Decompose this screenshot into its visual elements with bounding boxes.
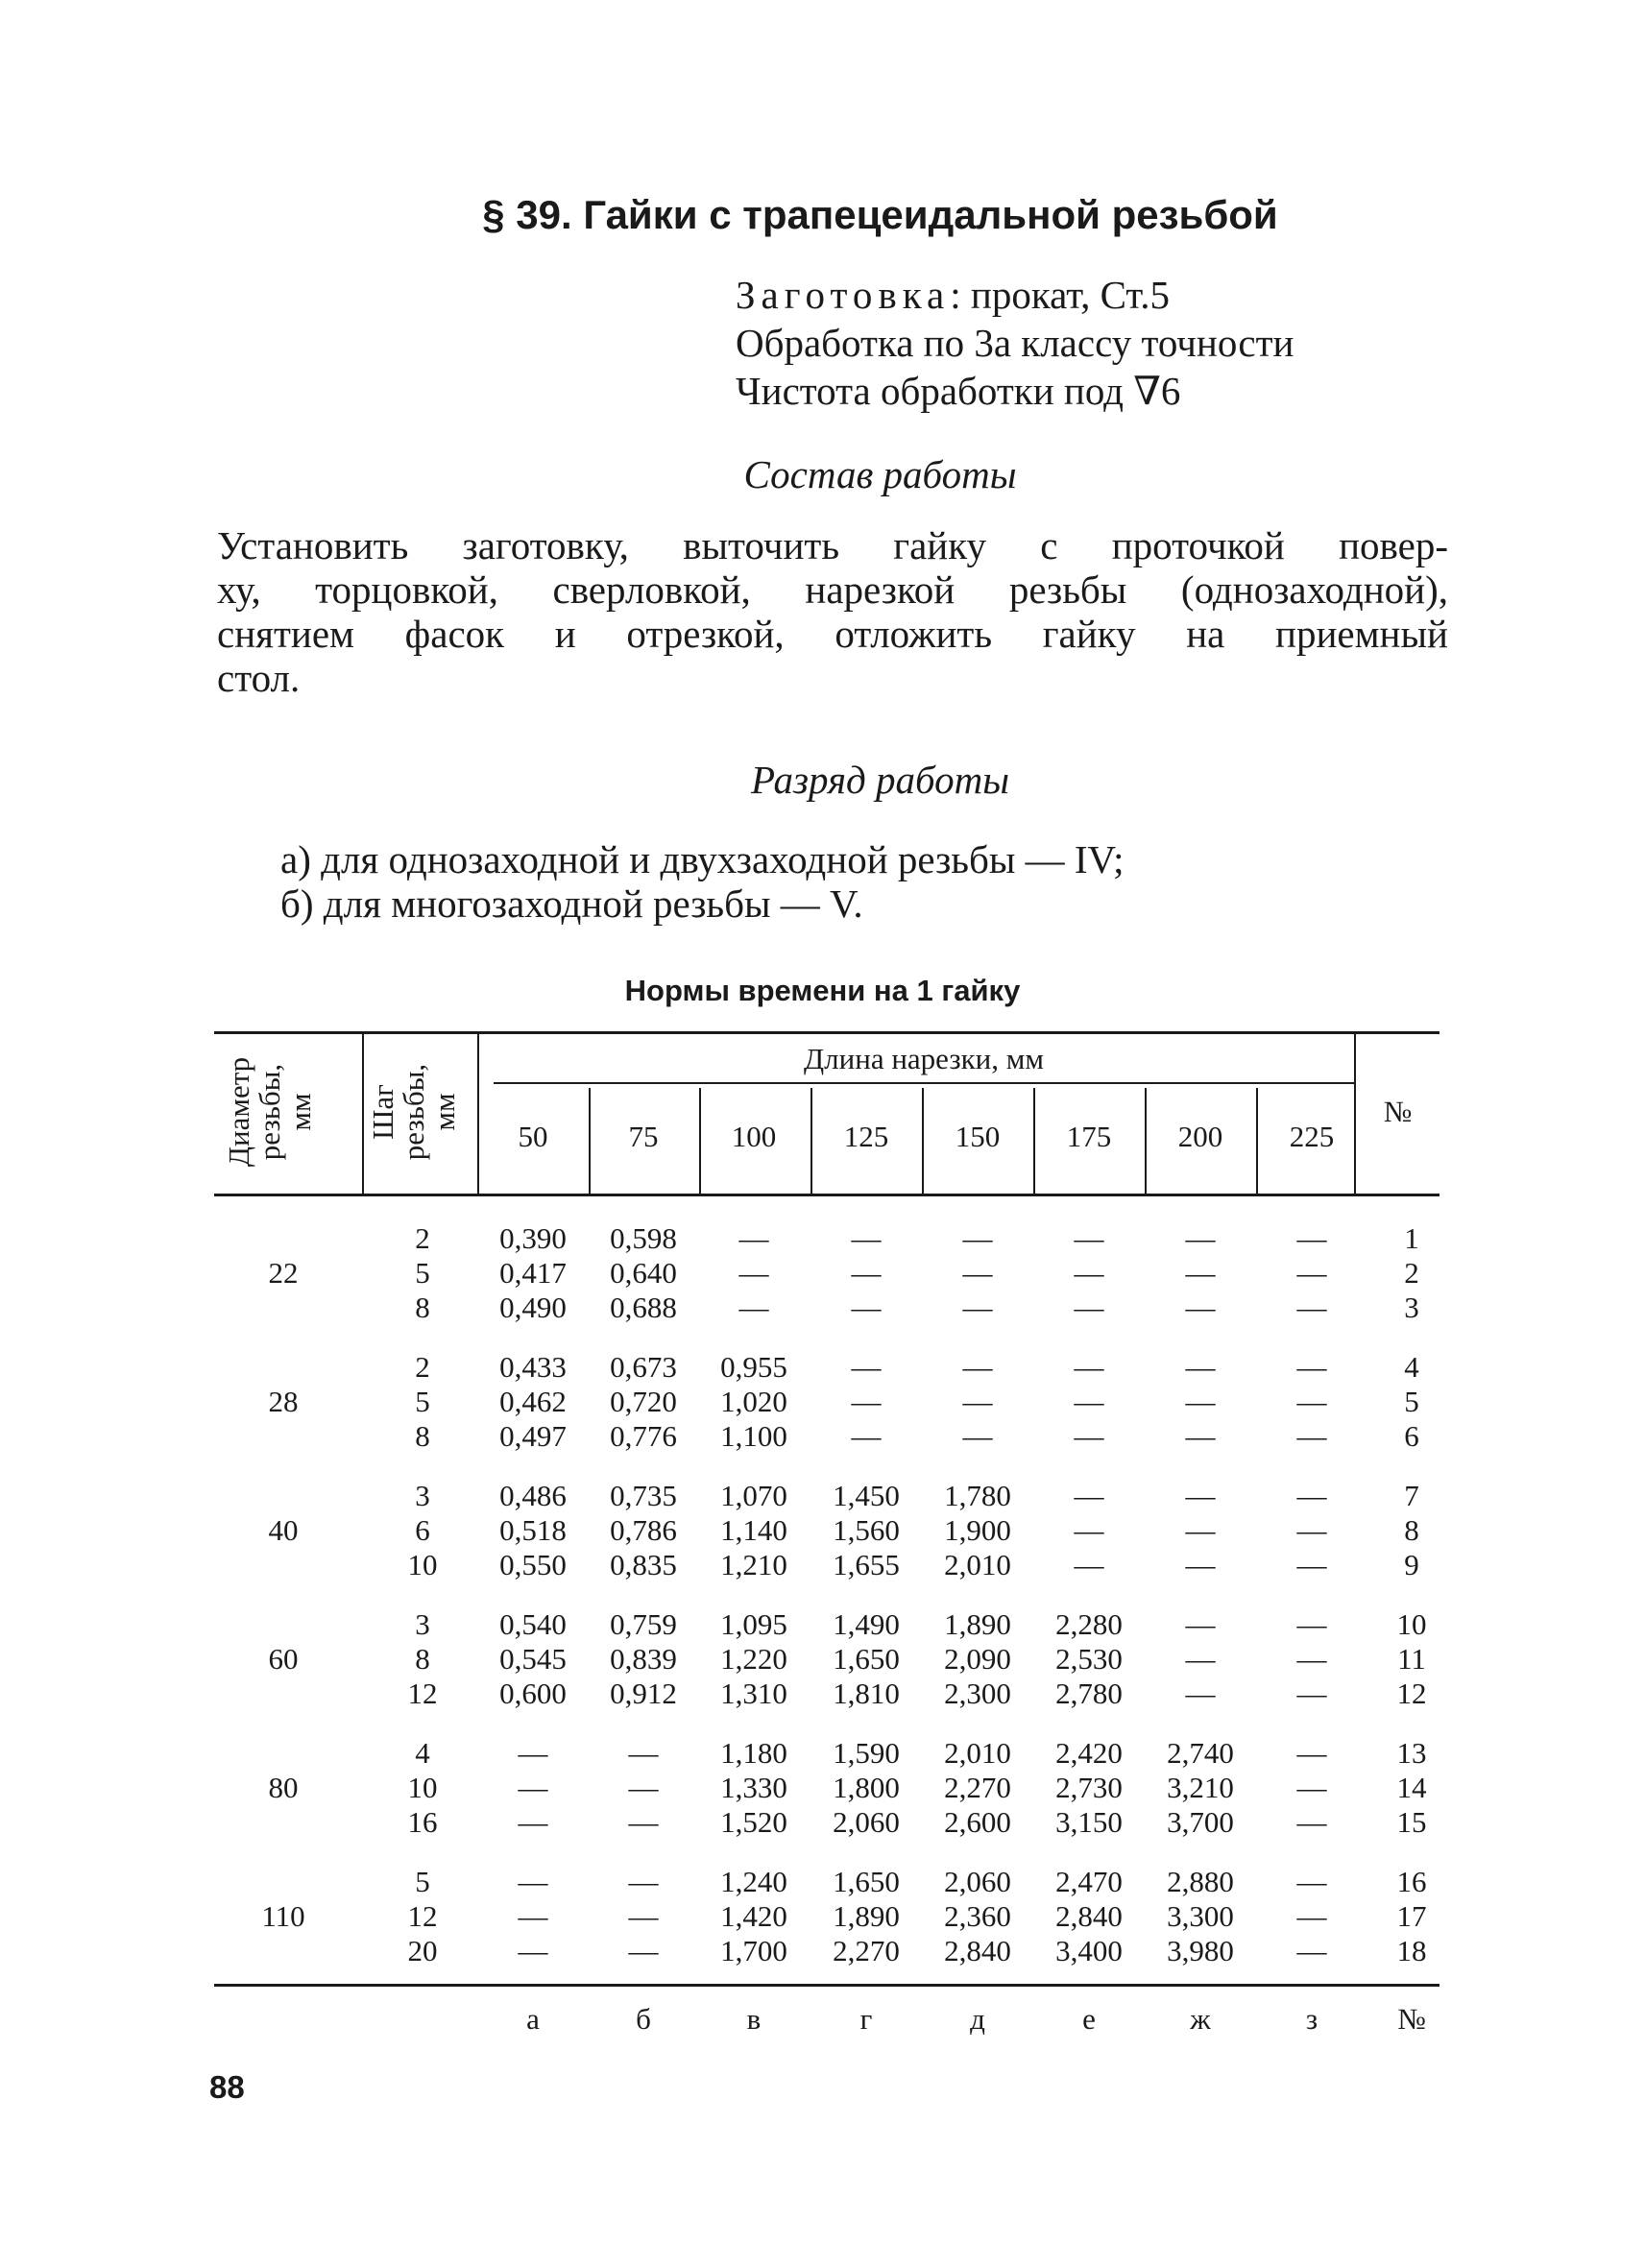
length-header-cell: 75 [628, 1120, 659, 1153]
row-number-cell: 18 [1396, 1934, 1427, 1967]
time-norm-cell: 1,890 [944, 1607, 1011, 1641]
row-number-cell: 7 [1404, 1479, 1419, 1512]
time-norm-cell: — [518, 1771, 548, 1804]
column-letter: д [970, 2002, 985, 2036]
pitch-cell: 6 [415, 1513, 430, 1547]
header-bottom-rule [214, 1194, 1439, 1196]
time-norm-cell: 2,730 [1055, 1771, 1123, 1804]
time-norm-cell: — [1185, 1221, 1216, 1255]
length-header-cell: 225 [1289, 1120, 1335, 1153]
time-norm-cell: — [518, 1736, 548, 1770]
time-norm-cell: 2,470 [1055, 1865, 1123, 1898]
row-number-cell: 6 [1404, 1419, 1419, 1453]
time-norm-cell: — [1074, 1256, 1104, 1290]
time-norm-cell: 0,550 [499, 1548, 567, 1581]
row-number-cell: 12 [1396, 1677, 1427, 1710]
pitch-header-line: Шаг [366, 1084, 399, 1140]
work-composition-text [217, 523, 1448, 700]
pitch-cell: 16 [407, 1805, 438, 1839]
pitch-cell: 12 [407, 1899, 438, 1933]
header-divider [477, 1034, 479, 1194]
time-norm-cell: — [1296, 1385, 1327, 1418]
time-norm-cell: — [628, 1805, 659, 1839]
length-header-cell: 100 [731, 1120, 777, 1153]
diameter-cell: 80 [268, 1771, 299, 1804]
time-norm-cell: 0,776 [610, 1419, 677, 1453]
time-norm-cell: — [1074, 1291, 1104, 1324]
time-norm-cell: 0,540 [499, 1607, 567, 1641]
header-divider [362, 1034, 364, 1194]
time-norm-cell: 0,598 [610, 1221, 677, 1255]
work-category-item: а) для однозаходной и двухзаходной резьбы — IV; [280, 837, 1125, 881]
time-norm-cell: 2,840 [944, 1934, 1011, 1967]
pitch-cell: 8 [415, 1642, 430, 1676]
time-norm-cell: — [1296, 1256, 1327, 1290]
time-norm-cell: 1,330 [720, 1771, 787, 1804]
time-norm-cell: — [1296, 1865, 1327, 1898]
column-letter: е [1082, 2002, 1096, 2036]
time-norm-cell: — [851, 1385, 882, 1418]
time-norm-cell: 2,300 [944, 1677, 1011, 1710]
time-norm-cell: — [628, 1736, 659, 1770]
time-norm-cell: — [1185, 1256, 1216, 1290]
time-norm-cell: 0,497 [499, 1419, 567, 1453]
time-norm-cell: — [962, 1385, 993, 1418]
time-norm-cell: — [738, 1291, 769, 1324]
pitch-cell: 5 [415, 1385, 430, 1418]
pitch-header-line: резьбы, [397, 1063, 430, 1161]
time-norm-cell: — [1074, 1221, 1104, 1255]
time-norm-cell: 2,840 [1055, 1899, 1123, 1933]
time-norm-cell: 3,700 [1167, 1805, 1234, 1839]
pitch-header [368, 1035, 472, 1189]
time-norm-cell: — [851, 1419, 882, 1453]
time-norm-cell: — [1296, 1513, 1327, 1547]
pitch-cell: 2 [415, 1350, 430, 1384]
time-norm-cell: — [1296, 1291, 1327, 1324]
time-norm-cell: — [1074, 1385, 1104, 1418]
time-norm-cell: — [1296, 1899, 1327, 1933]
time-norm-cell: 0,955 [720, 1350, 787, 1384]
diameter-header-line: Диаметр [222, 1056, 255, 1168]
time-norm-cell: 0,673 [610, 1350, 677, 1384]
column-letter: г [859, 2002, 873, 2036]
pitch-cell: 3 [415, 1479, 430, 1512]
time-norm-cell: — [1185, 1642, 1216, 1676]
time-norm-cell: 3,150 [1055, 1805, 1123, 1839]
time-norm-cell: 1,100 [720, 1419, 787, 1453]
time-norm-cell: 0,600 [499, 1677, 567, 1710]
work-composition-title: Состав работы [743, 452, 1017, 496]
time-norm-cell: 2,780 [1055, 1677, 1123, 1710]
time-norm-cell: — [1074, 1513, 1104, 1547]
row-number-cell: 4 [1404, 1350, 1419, 1384]
table-bottom-rule [214, 1984, 1439, 1987]
footer-no-label: № [1397, 2002, 1426, 2036]
time-norm-cell: 1,490 [833, 1607, 900, 1641]
time-norm-cell: 3,980 [1167, 1934, 1234, 1967]
time-norm-cell: — [1185, 1291, 1216, 1324]
pitch-cell: 8 [415, 1291, 430, 1324]
time-norm-cell: — [1296, 1934, 1327, 1967]
time-norm-cell: — [1296, 1805, 1327, 1839]
time-norm-cell: 1,810 [833, 1677, 900, 1710]
time-norm-cell: 1,650 [833, 1865, 900, 1898]
blank-spec-line-2: Обработка по 3а классу точности [736, 321, 1294, 365]
length-header-divider [1145, 1088, 1147, 1194]
time-norm-cell: 2,360 [944, 1899, 1011, 1933]
time-norm-cell: 1,520 [720, 1805, 787, 1839]
time-norm-cell: — [518, 1865, 548, 1898]
row-number-cell: 10 [1396, 1607, 1427, 1641]
time-norm-cell: 1,890 [833, 1899, 900, 1933]
pitch-header-line: мм [427, 1093, 461, 1131]
time-norm-cell: 0,433 [499, 1350, 567, 1384]
column-letter: з [1305, 2002, 1318, 2036]
time-norm-cell: 1,220 [720, 1642, 787, 1676]
time-norm-cell: — [1296, 1736, 1327, 1770]
time-norm-cell: 0,417 [499, 1256, 567, 1290]
time-norm-cell: 2,270 [833, 1934, 900, 1967]
work-category-list [280, 837, 1125, 926]
time-norm-cell: 1,655 [833, 1548, 900, 1581]
column-letter: в [746, 2002, 762, 2036]
time-norm-cell: 1,140 [720, 1513, 787, 1547]
length-header-divider [1256, 1088, 1258, 1194]
row-number-cell: 2 [1404, 1256, 1419, 1290]
time-norm-cell: — [628, 1771, 659, 1804]
time-norm-cell: 3,400 [1055, 1934, 1123, 1967]
row-number-cell: 14 [1396, 1771, 1427, 1804]
pitch-cell: 3 [415, 1607, 430, 1641]
row-number-cell: 8 [1404, 1513, 1419, 1547]
time-norm-cell: — [1185, 1385, 1216, 1418]
length-header-divider [1033, 1088, 1035, 1194]
time-norm-cell: 1,240 [720, 1865, 787, 1898]
diameter-cell: 40 [268, 1513, 299, 1547]
work-category-item: б) для многозаходной резьбы — V. [280, 881, 863, 926]
header-inner-rule [494, 1082, 1354, 1084]
time-norm-cell: — [738, 1221, 769, 1255]
time-norm-cell: 2,060 [944, 1865, 1011, 1898]
time-norm-cell: — [518, 1899, 548, 1933]
section-heading: § 39. Гайки с трапецеидальной резьбой [482, 192, 1278, 237]
time-norm-cell: — [518, 1934, 548, 1967]
pitch-cell: 10 [407, 1771, 438, 1804]
pitch-cell: 12 [407, 1677, 438, 1710]
time-norm-cell: — [1296, 1771, 1327, 1804]
pitch-cell: 10 [407, 1548, 438, 1581]
time-norm-cell: — [962, 1350, 993, 1384]
time-norm-cell: — [851, 1256, 882, 1290]
time-norm-cell: — [518, 1805, 548, 1839]
time-norm-cell: — [851, 1221, 882, 1255]
length-group-header: Длина нарезки, мм [804, 1042, 1044, 1075]
time-norm-cell: 2,280 [1055, 1607, 1123, 1641]
work-composition-line: Установить заготовку, выточить гайку с проточкой повер- [217, 523, 1448, 567]
blank-spec-line-3: Чистота обработки под ∇6 [736, 369, 1181, 413]
column-letter: ж [1190, 2002, 1211, 2036]
diameter-cell: 22 [268, 1256, 299, 1290]
diameter-cell: 60 [268, 1642, 299, 1676]
blank-label: Заготовка [736, 273, 951, 317]
row-number-cell: 13 [1396, 1736, 1427, 1770]
time-norm-cell: 0,518 [499, 1513, 567, 1547]
length-header-divider [810, 1088, 812, 1194]
pitch-cell: 8 [415, 1419, 430, 1453]
table-top-rule [214, 1031, 1439, 1034]
pitch-cell: 2 [415, 1221, 430, 1255]
time-norm-cell: — [1074, 1350, 1104, 1384]
diameter-header [224, 1035, 327, 1189]
row-number-cell: 5 [1404, 1385, 1419, 1418]
work-category-title: Разряд работы [751, 758, 1009, 802]
diameter-cell: 28 [268, 1385, 299, 1418]
no-header: № [1383, 1095, 1413, 1128]
time-norm-cell: 2,880 [1167, 1865, 1234, 1898]
time-norm-cell: — [1185, 1607, 1216, 1641]
time-norm-cell: 3,210 [1167, 1771, 1234, 1804]
time-norm-cell: 1,095 [720, 1607, 787, 1641]
time-norm-cell: — [962, 1221, 993, 1255]
time-norm-cell: 1,560 [833, 1513, 900, 1547]
time-norm-cell: — [628, 1934, 659, 1967]
time-norm-cell: — [1185, 1513, 1216, 1547]
time-norm-cell: 1,020 [720, 1385, 787, 1418]
time-norm-cell: 1,700 [720, 1934, 787, 1967]
time-norm-cell: 1,310 [720, 1677, 787, 1710]
time-norm-cell: — [962, 1256, 993, 1290]
blank-spec-line-1 [736, 271, 1294, 319]
time-norm-cell: — [1185, 1350, 1216, 1384]
time-norm-cell: 0,390 [499, 1221, 567, 1255]
time-norm-cell: — [1296, 1221, 1327, 1255]
time-norm-cell: — [1185, 1479, 1216, 1512]
time-norm-cell: — [738, 1256, 769, 1290]
time-norm-cell: 2,420 [1055, 1736, 1123, 1770]
time-norm-cell: — [1185, 1419, 1216, 1453]
time-norm-cell: 1,450 [833, 1479, 900, 1512]
work-composition-line: стол. [217, 656, 301, 700]
pitch-cell: 20 [407, 1934, 438, 1967]
blank-spec [736, 271, 1294, 415]
length-header-cell: 50 [518, 1120, 548, 1153]
time-norm-cell: 1,780 [944, 1479, 1011, 1512]
length-header-cell: 150 [955, 1120, 1001, 1153]
length-header-cell: 125 [843, 1120, 889, 1153]
time-norm-cell: — [1074, 1548, 1104, 1581]
time-norm-cell: 1,420 [720, 1899, 787, 1933]
time-norm-cell: 0,545 [499, 1642, 567, 1676]
work-composition-line: снятием фасок и отрезкой, отложить гайку на приемный [217, 612, 1448, 656]
time-norm-cell: 2,010 [944, 1736, 1011, 1770]
time-norm-cell: 1,800 [833, 1771, 900, 1804]
column-letter: а [526, 2002, 540, 2036]
time-norm-cell: 2,530 [1055, 1642, 1123, 1676]
length-header-divider [922, 1088, 924, 1194]
time-norm-cell: 1,180 [720, 1736, 787, 1770]
column-letter: б [636, 2002, 651, 2036]
time-norm-cell: 0,835 [610, 1548, 677, 1581]
time-norm-cell: 0,640 [610, 1256, 677, 1290]
page-number: 88 [209, 2069, 245, 2105]
time-norm-cell: — [1296, 1642, 1327, 1676]
time-norm-cell: 3,300 [1167, 1899, 1234, 1933]
time-norm-cell: — [1074, 1419, 1104, 1453]
length-header-cell: 200 [1177, 1120, 1223, 1153]
diameter-header-line: мм [283, 1093, 317, 1131]
time-norm-cell: 1,650 [833, 1642, 900, 1676]
time-norm-cell: 2,270 [944, 1771, 1011, 1804]
time-norm-cell: 0,912 [610, 1677, 677, 1710]
blank-value: : прокат, Ст.5 [950, 273, 1170, 317]
row-number-cell: 15 [1396, 1805, 1427, 1839]
row-number-cell: 11 [1397, 1642, 1426, 1676]
time-norm-cell: 2,010 [944, 1548, 1011, 1581]
diameter-cell: 110 [261, 1899, 305, 1933]
time-norm-cell: 0,486 [499, 1479, 567, 1512]
time-norm-cell: 0,720 [610, 1385, 677, 1418]
time-norm-cell: 0,735 [610, 1479, 677, 1512]
diameter-header-line: резьбы, [253, 1063, 286, 1161]
row-number-cell: 16 [1396, 1865, 1427, 1898]
time-norm-cell: — [1074, 1479, 1104, 1512]
time-norm-cell: — [1185, 1677, 1216, 1710]
row-number-cell: 17 [1396, 1899, 1427, 1933]
time-norm-cell: 0,839 [610, 1642, 677, 1676]
time-norm-cell: 0,688 [610, 1291, 677, 1324]
time-norm-cell: 2,060 [833, 1805, 900, 1839]
time-norm-cell: — [1296, 1479, 1327, 1512]
time-norm-cell: 1,900 [944, 1513, 1011, 1547]
time-norm-cell: — [628, 1899, 659, 1933]
pitch-cell: 5 [415, 1256, 430, 1290]
table-caption: Нормы времени на 1 гайку [624, 974, 1021, 1007]
time-norm-cell: — [1185, 1548, 1216, 1581]
row-number-cell: 1 [1404, 1221, 1419, 1255]
pitch-cell: 5 [415, 1865, 430, 1898]
pitch-cell: 4 [415, 1736, 430, 1770]
time-norm-cell: — [1296, 1607, 1327, 1641]
time-norm-cell: 0,490 [499, 1291, 567, 1324]
time-norm-cell: — [1296, 1350, 1327, 1384]
time-norm-cell: — [628, 1865, 659, 1898]
time-norm-cell: — [1296, 1419, 1327, 1453]
time-norm-cell: — [1296, 1677, 1327, 1710]
time-norm-cell: — [851, 1350, 882, 1384]
time-norm-cell: 2,090 [944, 1642, 1011, 1676]
time-norm-cell: — [1296, 1548, 1327, 1581]
time-norm-cell: — [962, 1419, 993, 1453]
time-norm-cell: — [962, 1291, 993, 1324]
time-norm-cell: 1,070 [720, 1479, 787, 1512]
work-composition-line: ху, торцовкой, сверловкой, нарезкой резьбы (однозаходной), [217, 567, 1448, 612]
time-norm-cell: 0,759 [610, 1607, 677, 1641]
time-norm-cell: 2,600 [944, 1805, 1011, 1839]
row-number-cell: 3 [1404, 1291, 1419, 1324]
time-norm-cell: — [851, 1291, 882, 1324]
time-norm-cell: 0,462 [499, 1385, 567, 1418]
length-header-cell: 175 [1066, 1120, 1112, 1153]
row-number-cell: 9 [1404, 1548, 1419, 1581]
time-norm-cell: 1,590 [833, 1736, 900, 1770]
time-norm-cell: 0,786 [610, 1513, 677, 1547]
time-norm-cell: 1,210 [720, 1548, 787, 1581]
time-norm-cell: 2,740 [1167, 1736, 1234, 1770]
